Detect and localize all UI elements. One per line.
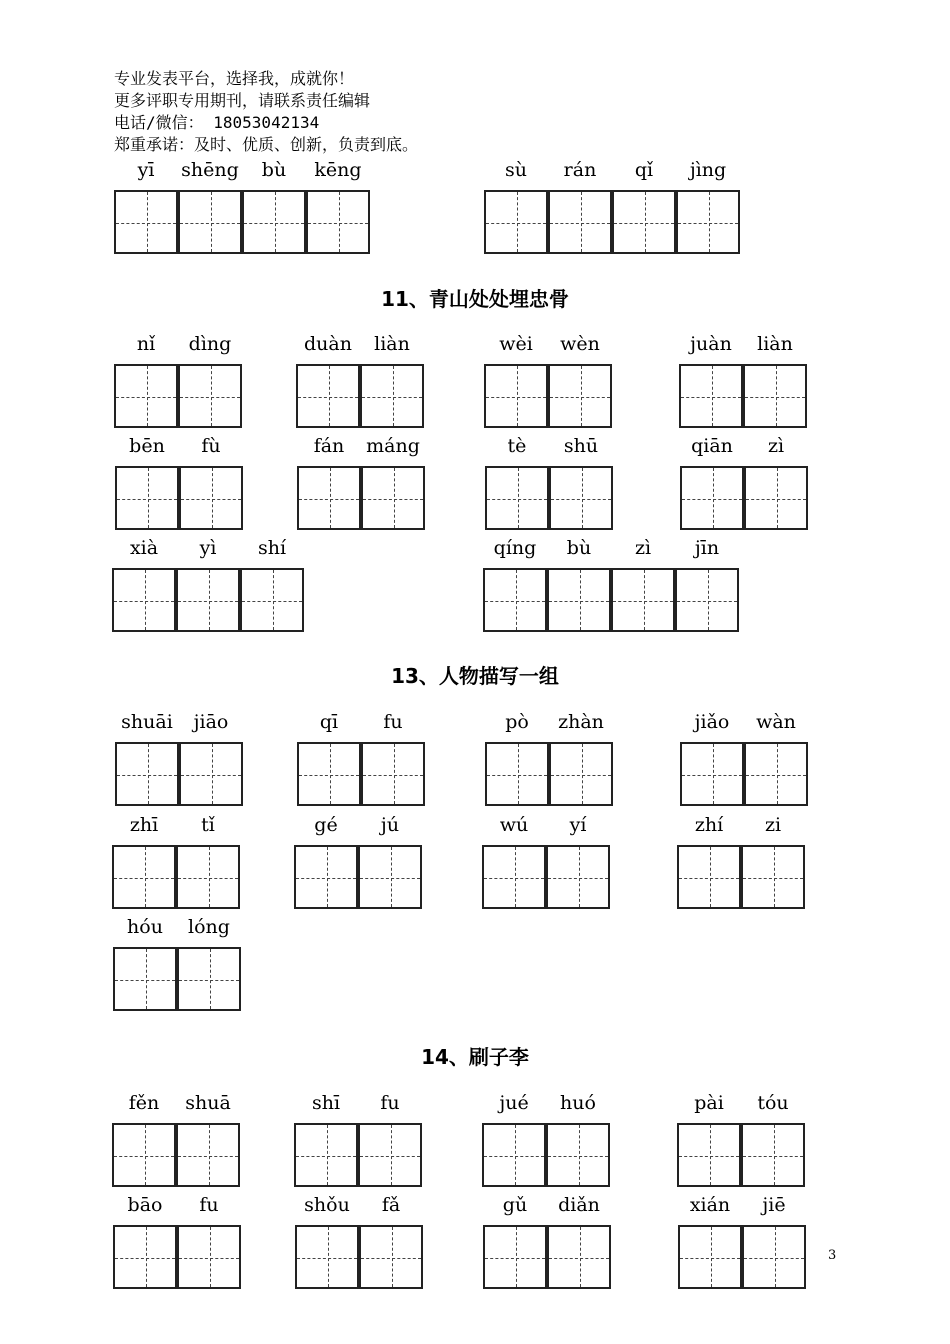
writing-grid-cell[interactable] — [296, 364, 360, 428]
section-title: 13、人物描写一组 — [391, 664, 559, 688]
writing-grid-cell[interactable] — [112, 568, 176, 632]
pinyin-label: fu — [383, 711, 403, 733]
pinyin-label: jú — [380, 814, 400, 836]
writing-grid-cell[interactable] — [114, 364, 178, 428]
writing-grid-cell[interactable] — [177, 1225, 241, 1289]
writing-grid-cell[interactable] — [358, 1123, 422, 1187]
writing-grid-cell[interactable] — [113, 1225, 177, 1289]
writing-grid-cell[interactable] — [361, 742, 425, 806]
writing-grid-cell[interactable] — [677, 1123, 741, 1187]
pinyin-label: duàn — [304, 333, 352, 355]
pinyin-label: fu — [380, 1092, 400, 1114]
writing-grid-cell[interactable] — [611, 568, 675, 632]
writing-grid-cell[interactable] — [483, 1225, 547, 1289]
writing-grid-cell[interactable] — [549, 466, 613, 530]
writing-grid-cell[interactable] — [743, 364, 807, 428]
writing-grid-cell[interactable] — [744, 466, 808, 530]
writing-grid-cell[interactable] — [548, 364, 612, 428]
pinyin-label: zi — [764, 814, 782, 836]
writing-grid-cell[interactable] — [115, 742, 179, 806]
writing-grid-cell[interactable] — [113, 947, 177, 1011]
writing-grid-cell[interactable] — [485, 742, 549, 806]
writing-grid-cell[interactable] — [675, 568, 739, 632]
writing-grid-cell[interactable] — [361, 466, 425, 530]
writing-grid-cell[interactable] — [297, 466, 361, 530]
pinyin-label: liàn — [757, 333, 793, 355]
pinyin-label: zì — [634, 537, 652, 559]
pinyin-label: liàn — [374, 333, 410, 355]
writing-grid-cell[interactable] — [742, 1225, 806, 1289]
pinyin-label: wèn — [560, 333, 600, 355]
pinyin-label: gǔ — [502, 1194, 528, 1216]
writing-grid-cell[interactable] — [177, 947, 241, 1011]
pinyin-label: qī — [319, 711, 339, 733]
pinyin-label: qǐ — [634, 159, 654, 181]
writing-grid-cell[interactable] — [484, 190, 548, 254]
writing-grid-cell[interactable] — [306, 190, 370, 254]
pinyin-label: shī — [311, 1092, 341, 1114]
pinyin-label: hóu — [127, 916, 163, 938]
pinyin-label: tè — [507, 435, 527, 457]
writing-grid-cell[interactable] — [178, 364, 242, 428]
writing-grid-cell[interactable] — [548, 190, 612, 254]
pinyin-label: bù — [261, 159, 287, 181]
pinyin-label: bāo — [127, 1194, 163, 1216]
header-line: 专业发表平台，选择我，成就你！ — [114, 69, 355, 88]
pinyin-label: xià — [129, 537, 159, 559]
writing-grid-cell[interactable] — [115, 466, 179, 530]
writing-grid-cell[interactable] — [114, 190, 178, 254]
pinyin-label: fu — [199, 1194, 219, 1216]
writing-grid-cell[interactable] — [679, 364, 743, 428]
writing-grid-cell[interactable] — [549, 742, 613, 806]
pinyin-label: gé — [314, 814, 338, 836]
pinyin-label: tóu — [757, 1092, 789, 1114]
writing-grid-cell[interactable] — [677, 845, 741, 909]
writing-grid-cell[interactable] — [295, 1225, 359, 1289]
writing-grid-cell[interactable] — [176, 845, 240, 909]
writing-grid-cell[interactable] — [240, 568, 304, 632]
pinyin-label: wú — [499, 814, 529, 836]
section-title: 14、刷子李 — [421, 1045, 529, 1069]
writing-grid-cell[interactable] — [112, 845, 176, 909]
writing-grid-cell[interactable] — [112, 1123, 176, 1187]
pinyin-label: shuāi — [121, 711, 173, 733]
promo-header — [114, 68, 418, 156]
writing-grid-cell[interactable] — [178, 190, 242, 254]
writing-grid-cell[interactable] — [680, 466, 744, 530]
writing-grid-cell[interactable] — [297, 742, 361, 806]
pinyin-label: fán — [313, 435, 345, 457]
writing-grid-cell[interactable] — [485, 466, 549, 530]
writing-grid-cell[interactable] — [741, 845, 805, 909]
writing-grid-cell[interactable] — [676, 190, 740, 254]
page-number: 3 — [828, 1248, 837, 1263]
section-title: 11、青山处处埋忠骨 — [381, 287, 569, 311]
pinyin-label: pò — [505, 711, 529, 733]
header-line: 电话/微信： 18053042134 — [114, 113, 320, 132]
writing-grid-cell[interactable] — [680, 742, 744, 806]
pinyin-label: yì — [199, 537, 217, 559]
header-line: 更多评职专用期刊，请联系责任编辑 — [114, 91, 371, 110]
pinyin-label: fù — [201, 435, 221, 457]
pinyin-label: jīn — [694, 537, 720, 559]
pinyin-label: shǒu — [304, 1194, 350, 1216]
writing-grid-cell[interactable] — [359, 1225, 423, 1289]
pinyin-label: fěn — [128, 1092, 160, 1114]
writing-grid-cell[interactable] — [360, 364, 424, 428]
writing-grid-cell[interactable] — [484, 364, 548, 428]
pinyin-label: kēng — [314, 159, 362, 181]
header-line: 郑重承诺：及时、优质、创新，负责到底。 — [114, 135, 419, 154]
writing-grid-cell[interactable] — [176, 1123, 240, 1187]
pinyin-label: wàn — [756, 711, 796, 733]
pinyin-label: yí — [569, 814, 587, 836]
pinyin-label: zì — [767, 435, 785, 457]
writing-grid-cell[interactable] — [176, 568, 240, 632]
pinyin-label: wèi — [499, 333, 533, 355]
pinyin-label: jiāo — [193, 711, 229, 733]
pinyin-label: zhí — [694, 814, 724, 836]
writing-grid-cell[interactable] — [179, 742, 243, 806]
writing-grid-cell[interactable] — [612, 190, 676, 254]
pinyin-label: lóng — [188, 916, 230, 938]
pinyin-label: fǎ — [381, 1194, 401, 1216]
pinyin-label: shēng — [181, 159, 239, 181]
writing-grid-cell[interactable] — [547, 568, 611, 632]
pinyin-label: diǎn — [558, 1194, 600, 1216]
pinyin-label: juàn — [690, 333, 732, 355]
pinyin-label: jiǎo — [694, 711, 730, 733]
writing-grid-cell[interactable] — [179, 466, 243, 530]
pinyin-label: máng — [366, 435, 420, 457]
writing-grid-cell[interactable] — [547, 1225, 611, 1289]
pinyin-label: jiē — [762, 1194, 786, 1216]
pinyin-label: rán — [563, 159, 597, 181]
pinyin-label: pài — [694, 1092, 724, 1114]
writing-grid-cell[interactable] — [358, 845, 422, 909]
writing-grid-cell[interactable] — [546, 1123, 610, 1187]
pinyin-label: bù — [566, 537, 592, 559]
pinyin-label: nǐ — [136, 333, 156, 355]
writing-grid-cell[interactable] — [294, 845, 358, 909]
pinyin-label: huó — [560, 1092, 596, 1114]
writing-grid-cell[interactable] — [482, 845, 546, 909]
pinyin-label: jué — [499, 1092, 529, 1114]
writing-grid-cell[interactable] — [546, 845, 610, 909]
pinyin-label: dìng — [188, 333, 232, 355]
writing-grid-cell[interactable] — [242, 190, 306, 254]
writing-grid-cell[interactable] — [483, 568, 547, 632]
pinyin-label: qíng — [493, 537, 537, 559]
writing-grid-cell[interactable] — [482, 1123, 546, 1187]
writing-grid-cell[interactable] — [741, 1123, 805, 1187]
pinyin-label: jìng — [689, 159, 727, 181]
pinyin-label: bēn — [129, 435, 165, 457]
pinyin-label: sù — [505, 159, 527, 181]
pinyin-label: xián — [689, 1194, 731, 1216]
writing-grid-cell[interactable] — [678, 1225, 742, 1289]
pinyin-label: tǐ — [201, 814, 215, 836]
pinyin-label: qiān — [691, 435, 733, 457]
pinyin-label: zhī — [129, 814, 159, 836]
pinyin-label: yī — [137, 159, 155, 181]
writing-grid-cell[interactable] — [294, 1123, 358, 1187]
writing-grid-cell[interactable] — [744, 742, 808, 806]
pinyin-label: shū — [563, 435, 599, 457]
pinyin-label: shí — [257, 537, 287, 559]
pinyin-label: zhàn — [558, 711, 604, 733]
pinyin-label: shuā — [185, 1092, 231, 1114]
